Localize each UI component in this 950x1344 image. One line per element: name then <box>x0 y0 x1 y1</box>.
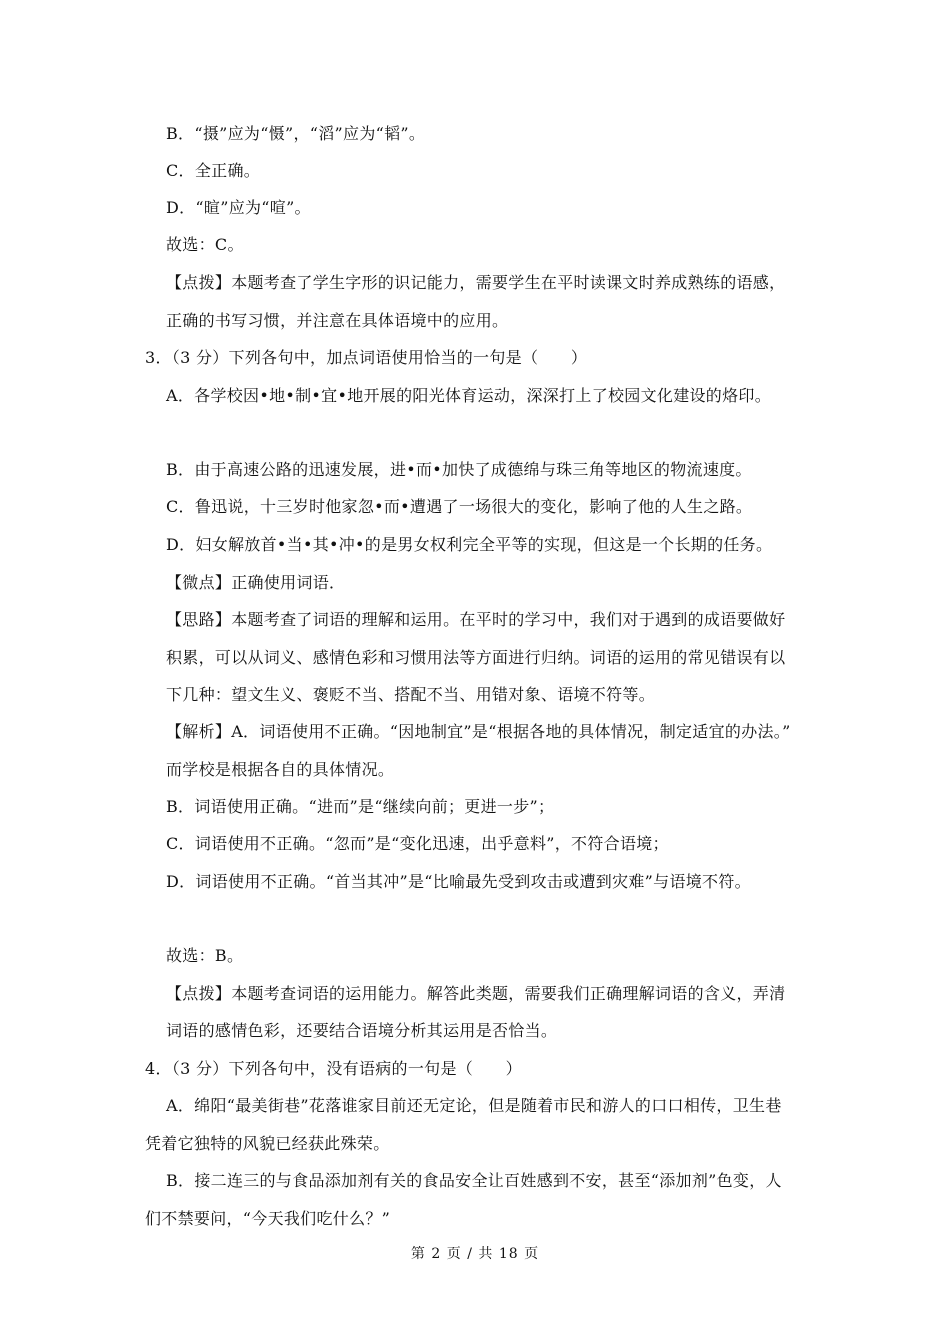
footer-total-word: 共 <box>478 1246 494 1262</box>
analysis-paragraph-line: 【解析】A．词语使用不正确。“因地制宜”是“根据各地的具体情况，制定适宜的办法。” <box>166 722 791 741</box>
tip-paragraph-line: 词语的感情色彩，还要结合语境分析其运用是否恰当。 <box>166 1021 558 1040</box>
tip-paragraph-line: 正确的书写习惯，并注意在具体语境中的应用。 <box>166 311 509 330</box>
question-3-option-b: B．由于高速公路的迅速发展，进•而•加快了成德绵与珠三角等地区的物流速度。 <box>166 460 752 479</box>
answer-choice: 故选：B。 <box>166 946 244 965</box>
answer-line-c: C．全正确。 <box>166 161 261 180</box>
page-footer <box>0 1245 950 1263</box>
current-page-number: 2 <box>431 1246 442 1262</box>
footer-page-word: 页 <box>446 1246 462 1262</box>
tip-paragraph-line: 【点拨】本题考查了学生字形的识记能力，需要学生在平时读课文时养成熟练的语感， <box>166 273 786 292</box>
question-4-option-a-cont: 凭着它独特的风貌已经获此殊荣。 <box>145 1134 390 1153</box>
answer-choice: 故选：C。 <box>166 235 244 254</box>
question-3-option-c: C．鲁迅说，十三岁时他家忽•而•遭遇了一场很大的变化，影响了他的人生之路。 <box>166 497 753 516</box>
analysis-line-c: C．词语使用不正确。“忽而”是“变化迅速，出乎意料”，不符合语境； <box>166 834 669 853</box>
answer-line-b: B．“摄”应为“慑”，“滔”应为“韬”。 <box>166 124 426 143</box>
footer-suffix: 页 <box>524 1246 540 1262</box>
approach-paragraph-line: 积累，可以从词义、感情色彩和习惯用法等方面进行归纳。词语的运用的常见错误有以 <box>166 648 786 667</box>
analysis-paragraph-line: 而学校是根据各自的具体情况。 <box>166 760 395 779</box>
question-4-option-b: B．接二连三的与食品添加剂有关的食品安全让百姓感到不安，甚至“添加剂”色变，人 <box>166 1171 782 1190</box>
footer-prefix: 第 <box>410 1246 426 1262</box>
tip-paragraph-line: 【点拨】本题考查词语的运用能力。解答此类题，需要我们正确理解词语的含义，弄清 <box>166 984 786 1003</box>
analysis-line-b: B．词语使用正确。“进而”是“继续向前；更进一步”； <box>166 797 555 816</box>
approach-paragraph-line: 【思路】本题考查了词语的理解和运用。在平时的学习中，我们对于遇到的成语要做好 <box>166 610 786 629</box>
question-4-option-b-cont: 们不禁要问，“今天我们吃什么？” <box>145 1209 391 1228</box>
question-4-option-a: A．绵阳“最美街巷”花落谁家目前还无定论，但是随着市民和游人的口口相传，卫生巷 <box>166 1096 782 1115</box>
total-page-number: 18 <box>498 1246 519 1262</box>
answer-line-d: D．“暄”应为“喧”。 <box>166 198 311 217</box>
approach-paragraph-line: 下几种：望文生义、褒贬不当、搭配不当、用错对象、语境不符等。 <box>166 685 656 704</box>
analysis-line-d: D．词语使用不正确。“首当其冲”是“比喻最先受到攻击或遭到灾难”与语境不符。 <box>166 872 751 891</box>
footer-slash: / <box>467 1246 473 1262</box>
question-3-option-a: A．各学校因•地•制•宜•地开展的阳光体育运动，深深打上了校园文化建设的烙印。 <box>166 386 772 405</box>
question-3-title: 3．（3 分）下列各句中，加点词语使用恰当的一句是（ ） <box>145 348 588 367</box>
question-3-option-d: D．妇女解放首•当•其•冲•的是男女权利完全平等的实现，但这是一个长期的任务。 <box>166 535 773 554</box>
point-label-line: 【微点】正确使用词语． <box>166 573 346 592</box>
question-4-title: 4．（3 分）下列各句中，没有语病的一句是（ ） <box>145 1059 522 1078</box>
